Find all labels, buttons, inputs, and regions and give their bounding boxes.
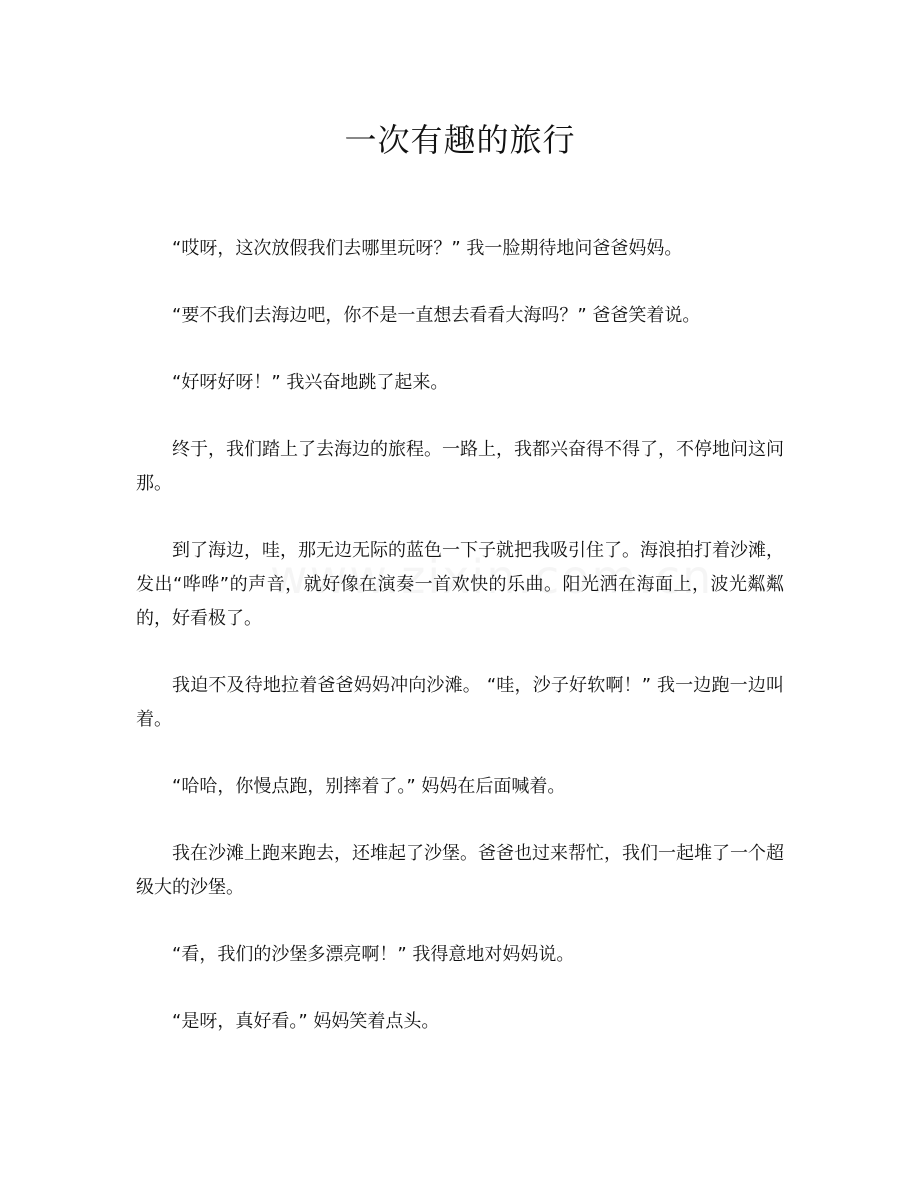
paragraph: 终于，我们踏上了去海边的旅程。一路上，我都兴奋得不得了，不停地问这问那。 — [136, 439, 784, 494]
paragraph: “哈哈，你慢点跑，别摔着了。” 妈妈在后面喊着。 — [172, 776, 566, 797]
paragraph: “好呀好呀！” 我兴奋地跳了起来。 — [172, 372, 449, 393]
paragraph: “是呀，真好看。” 妈妈笑着点头。 — [172, 1011, 440, 1032]
paragraph: 我在沙滩上跑来跑去，还堆起了沙堡。爸爸也过来帮忙，我们一起堆了一个超级大的沙堡。 — [136, 843, 784, 898]
paragraph: 我迫不及待地拉着爸爸妈妈冲向沙滩。 “哇，沙子好软啊！” 我一边跑一边叫着。 — [136, 675, 784, 730]
paragraph: “要不我们去海边吧，你不是一直想去看看大海吗？” 爸爸笑着说。 — [172, 305, 701, 326]
document-title: 一次有趣的旅行 — [344, 121, 576, 159]
paragraph: “哎呀，这次放假我们去哪里玩呀？” 我一脸期待地问爸爸妈妈。 — [172, 238, 683, 259]
document-body — [136, 232, 784, 1072]
paragraph: “看，我们的沙堡多漂亮啊！” 我得意地对妈妈说。 — [172, 944, 575, 965]
paragraph: 到了海边，哇，那无边无际的蓝色一下子就把我吸引住了。海浪拍打着沙滩，发出“哗哗”的声音，就好像在演奏一首欢快的乐曲。阳光洒在海面上，波光粼粼的，好看极了。 — [136, 540, 784, 629]
